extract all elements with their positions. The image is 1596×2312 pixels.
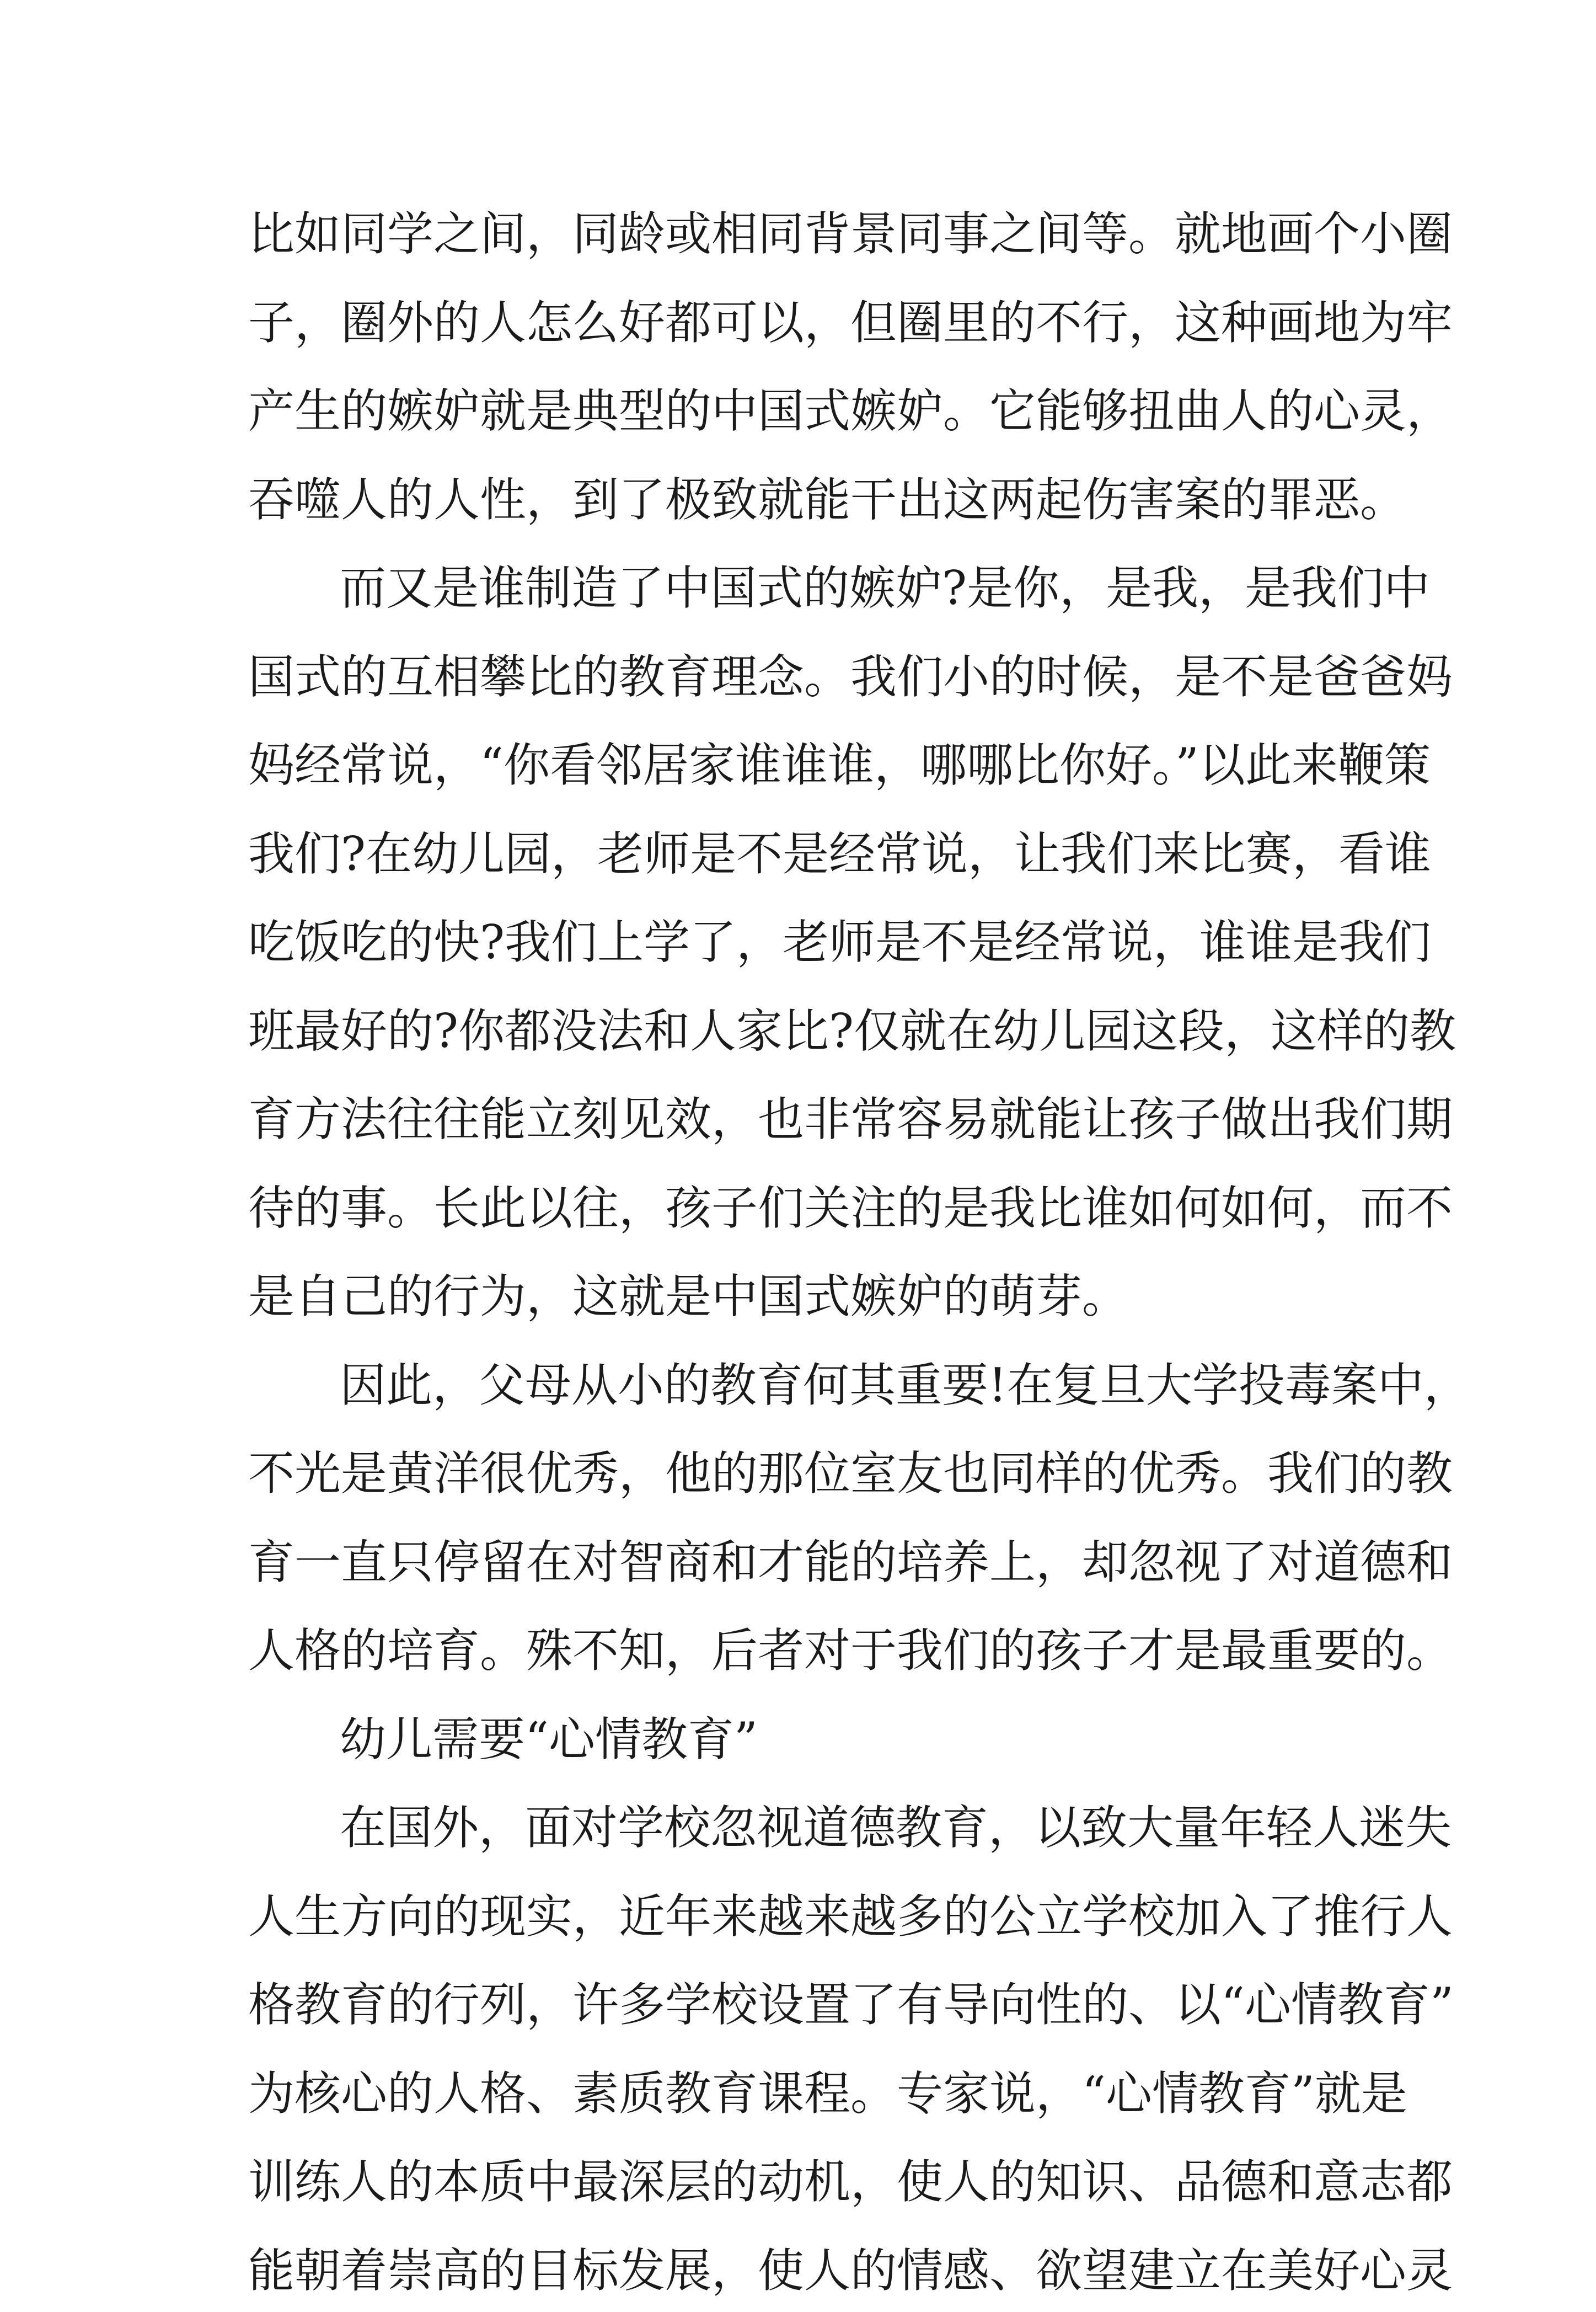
text-line: 为核心的人格、素质教育课程。专家说，“心情教育”就是	[248, 2066, 1407, 2121]
text-line: 人生方向的现实，近年来越来越多的公立学校加入了推行人	[248, 1889, 1453, 1943]
text-line: 而又是谁制造了中国式的嫉妒?是你，是我，是我们中	[340, 561, 1431, 615]
text-line: 育一直只停留在对智商和才能的培养上，却忽视了对道德和	[248, 1535, 1453, 1589]
text-line: 吃饭吃的快?我们上学了，老师是不是经常说，谁谁是我们	[248, 915, 1432, 969]
text-line: 育方法往往能立刻见效，也非常容易就能让孩子做出我们期	[248, 1092, 1453, 1146]
text-line: 国式的互相攀比的教育理念。我们小的时候，是不是爸爸妈	[248, 649, 1453, 704]
text-line: 因此，父母从小的教育何其重要!在复旦大学投毒案中，	[340, 1358, 1470, 1412]
text-line: 产生的嫉妒就是典型的中国式嫉妒。它能够扭曲人的心灵，	[248, 384, 1453, 438]
text-line: 是自己的行为，这就是中国式嫉妒的萌芽。	[248, 1269, 1129, 1323]
text-line: 格教育的行列，许多学校设置了有导向性的、以“心情教育”	[248, 1978, 1454, 2032]
text-line: 子，圈外的人怎么好都可以，但圈里的不行，这种画地为牢	[248, 295, 1453, 350]
text-line: 我们?在幼儿园，老师是不是经常说，让我们来比赛，看谁	[248, 826, 1432, 881]
text-line: 比如同学之间，同龄或相同背景同事之间等。就地画个小圈	[248, 207, 1453, 261]
text-line: 在国外，面对学校忽视道德教育，以致大量年轻人迷失	[340, 1801, 1452, 1855]
text-line: 班最好的?你都没法和人家比?仅就在幼儿园这段，这样的教	[248, 1003, 1456, 1058]
text-line: 吞噬人的人性，到了极致就能干出这两起伤害案的罪恶。	[248, 472, 1407, 527]
text-line: 人格的培育。殊不知，后者对于我们的孩子才是最重要的。	[248, 1624, 1453, 1678]
section-heading: 幼儿需要“心情教育”	[340, 1712, 758, 1766]
text-line: 训练人的本质中最深层的动机，使人的知识、品德和意志都	[248, 2155, 1453, 2209]
text-line: 不光是黄洋很优秀，他的那位室友也同样的优秀。我们的教	[248, 1446, 1453, 1501]
text-line: 待的事。长此以往，孩子们关注的是我比谁如何如何，而不	[248, 1181, 1453, 1235]
text-line: 妈经常说，“你看邻居家谁谁谁，哪哪比你好。”以此来鞭策	[248, 738, 1431, 792]
text-line: 能朝着崇高的目标发展，使人的情感、欲望建立在美好心灵	[248, 2243, 1453, 2298]
